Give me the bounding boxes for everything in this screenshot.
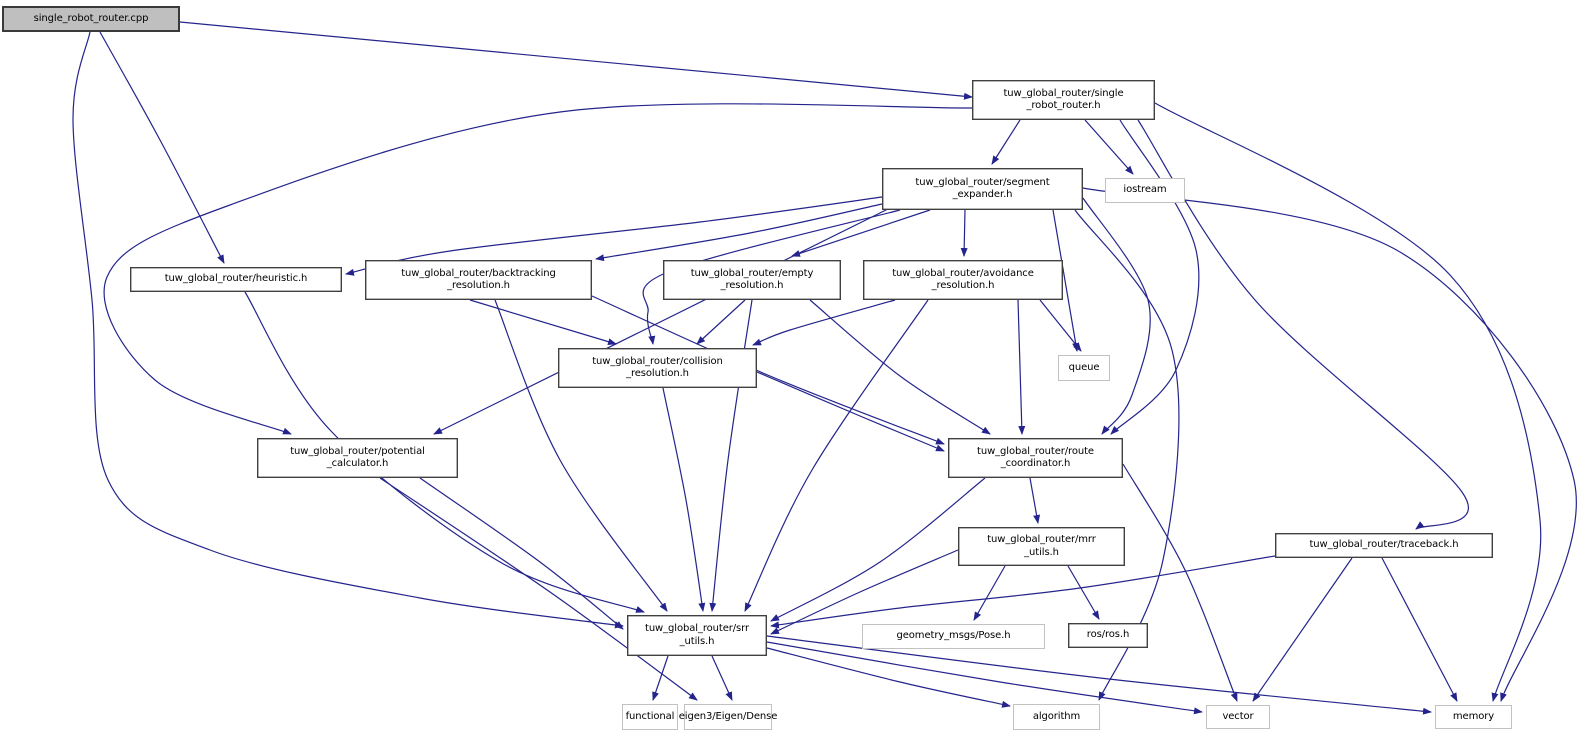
graph-node-functional [622,704,678,730]
graph-node-heuristic_h[interactable] [130,267,342,292]
graph-node-label: queue [1068,361,1100,373]
graph-node-label: _utils.h [1024,546,1059,558]
include-edge-route_h-to-srr_utils_h [771,478,985,621]
graph-node-label: ros/ros.h [1086,629,1130,641]
include-edge-backtracking_h-to-collision_h [470,300,616,344]
include-edge-srr_utils_h-to-vector [767,642,1202,712]
graph-node-label: _resolution.h [931,280,995,291]
graph-node-backtracking_h[interactable] [365,260,592,300]
include-edge-segment_h-to-route_h [1083,198,1150,434]
graph-node-algorithm [1013,704,1100,730]
graph-node-label: tuw_global_router/single [1003,87,1124,99]
include-edge-mrr_h-to-pose_h [974,566,1005,620]
include-edge-avoidance_h-to-queue [1040,300,1081,351]
include-edge-backtracking_h-to-srr_utils_h [495,300,667,611]
include-edge-srr_utils_h-to-eigen [712,656,732,700]
graph-node-route_h[interactable] [948,438,1123,478]
graph-node-label: tuw_global_router/srr [645,623,749,634]
graph-node-label: _calculator.h [326,458,389,469]
graph-node-label: algorithm [1032,710,1081,722]
graph-node-vector [1206,705,1270,729]
graph-node-label: _resolution.h [447,280,510,291]
graph-node-queue [1058,355,1110,381]
graph-node-mrr_h[interactable] [958,527,1125,566]
graph-node-label: functional [625,710,675,722]
include-edge-avoidance_h-to-collision_h [753,300,895,345]
include-edge-single_h-to-traceback_h [1138,120,1468,529]
include-edge-traceback_h-to-vector [1253,558,1352,701]
include-edge-mrr_h-to-ros_h [1068,566,1099,619]
graph-node-avoidance_h[interactable] [863,260,1063,300]
include-edge-cpp-to-single_h [180,22,972,97]
include-edge-segment_h-to-avoidance_h [964,210,965,256]
graph-node-pose_h [862,624,1045,649]
graph-node-label: tuw_global_router/empty [690,267,814,279]
graph-node-label: tuw_global_router/segment [915,176,1050,188]
graph-node-single_h[interactable] [972,80,1155,120]
include-edge-traceback_h-to-memory [1382,558,1457,701]
graph-node-ros_h[interactable] [1068,623,1148,648]
graph-node-memory [1435,705,1512,729]
graph-node-label: tuw_global_router/potential [290,445,425,457]
graph-node-label: _utils.h [679,635,715,647]
graph-node-eigen [678,704,778,730]
graph-node-segment_h[interactable] [882,168,1083,210]
include-edge-traceback_h-to-srr_utils_h [771,556,1275,626]
graph-node-label: tuw_global_router/avoidance [892,267,1034,279]
include-edge-cpp-to-srr_utils_h [73,32,623,626]
include-edge-potential_h-to-srr_utils_h [420,478,623,629]
include-edge-single_h-to-segment_h [992,120,1020,164]
include-edge-cpp-to-heuristic_h [100,32,224,263]
graph-node-label: tuw_global_router/collision [592,355,723,367]
graph-node-label: geometry_msgs/Pose.h [896,630,1011,642]
graph-node-label: _resolution.h [626,368,689,379]
graph-node-label: tuw_global_router/heuristic.h [164,273,308,285]
graph-node-potential_h[interactable] [257,438,458,478]
graph-node-cpp [2,6,180,32]
include-edge-collision_h-to-srr_utils_h [663,388,703,611]
graph-node-label: tuw_global_router/backtracking [401,267,556,279]
graph-node-label: single_robot_router.cpp [33,12,149,24]
include-edge-empty_h-to-collision_h [697,300,745,344]
include-edge-avoidance_h-to-route_h [1018,300,1022,434]
include-edge-single_h-to-route_h [1111,120,1199,434]
include-edge-segment_h-to-memory [1083,188,1576,701]
graph-node-label: tuw_global_router/traceback.h [1309,539,1459,551]
graph-node-srr_utils_h[interactable] [627,615,767,656]
graph-node-label: _expander.h [952,189,1013,200]
include-edge-collision_h-to-route_h [757,372,944,451]
include-edge-srr_utils_h-to-functional [653,656,668,700]
graph-node-label: eigen3/Eigen/Dense [678,710,778,722]
graph-node-iostream [1105,178,1185,203]
graph-node-label: vector [1222,710,1254,722]
include-edge-avoidance_h-to-srr_utils_h [745,300,928,611]
graph-node-label: memory [1452,710,1495,722]
graph-node-traceback_h[interactable] [1275,533,1493,558]
include-edge-segment_h-to-empty_h [792,210,930,256]
include-edge-potential_h-to-eigen [380,478,697,700]
graph-node-label: tuw_global_router/route [977,445,1094,457]
include-edge-empty_h-to-route_h [810,300,990,434]
graph-node-label: _coordinator.h [1000,458,1071,469]
include-edge-route_h-to-vector [1123,464,1237,701]
include-edge-route_h-to-mrr_h [1030,478,1038,523]
graph-node-label: _resolution.h [720,280,784,291]
graph-node-label: iostream [1123,184,1167,196]
graph-node-label: _robot_router.h [1026,100,1101,111]
graph-node-label: tuw_global_router/mrr [987,534,1096,545]
include-edge-empty_h-to-srr_utils_h [712,300,752,611]
graph-node-collision_h[interactable] [558,348,757,388]
graph-node-empty_h[interactable] [663,260,841,300]
include-edge-single_h-to-memory [1155,103,1541,701]
